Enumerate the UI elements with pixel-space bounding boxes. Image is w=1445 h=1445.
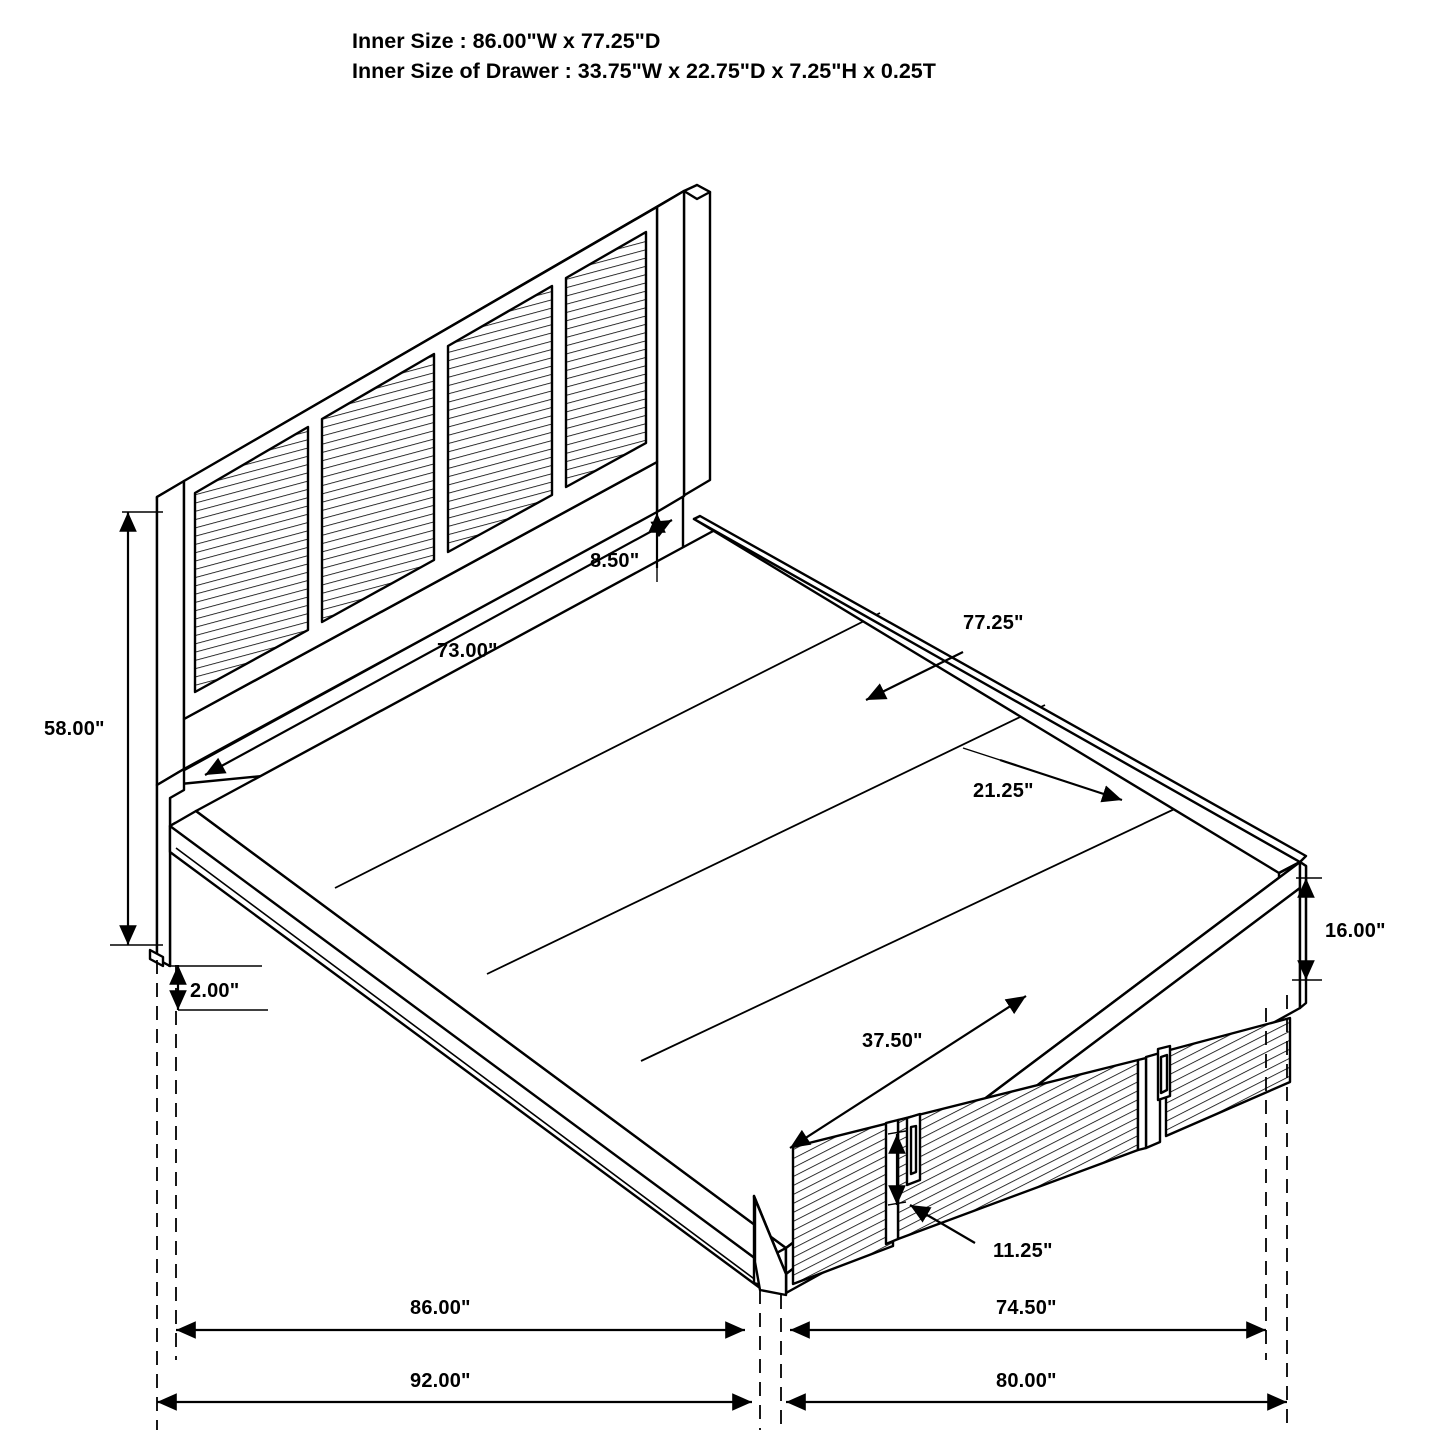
dim-label-drawer-front-height: 11.25" xyxy=(993,1240,1053,1262)
dim-label-headboard-gap: 8.50" xyxy=(590,550,640,572)
dim-label-footboard-height: 16.00" xyxy=(1325,920,1386,942)
bed-geometry xyxy=(150,185,1306,1295)
dim-label-outer-depth: 80.00" xyxy=(996,1370,1057,1392)
dim-label-outer-width: 92.00" xyxy=(410,1370,471,1392)
dim-label-headboard-height: 58.00" xyxy=(44,718,105,740)
dim-label-headboard-inner-width: 73.00" xyxy=(437,640,498,662)
spec-line-drawer-size: Inner Size of Drawer : 33.75"W x 22.75"D x 7.25"H x 0.25T xyxy=(352,59,936,83)
spec-line-inner-size: Inner Size : 86.00"W x 77.25"D xyxy=(352,29,661,53)
dim-label-drawer-front-width: 37.50" xyxy=(862,1030,923,1052)
dim-label-inner-depth: 74.50" xyxy=(996,1297,1057,1319)
dim-label-inner-width: 86.00" xyxy=(410,1297,471,1319)
dim-label-side-rail-segment: 21.25" xyxy=(973,780,1034,802)
dim-label-mattress-depth: 77.25" xyxy=(963,612,1024,634)
dim-label-clearance-height: 2.00" xyxy=(190,980,240,1002)
